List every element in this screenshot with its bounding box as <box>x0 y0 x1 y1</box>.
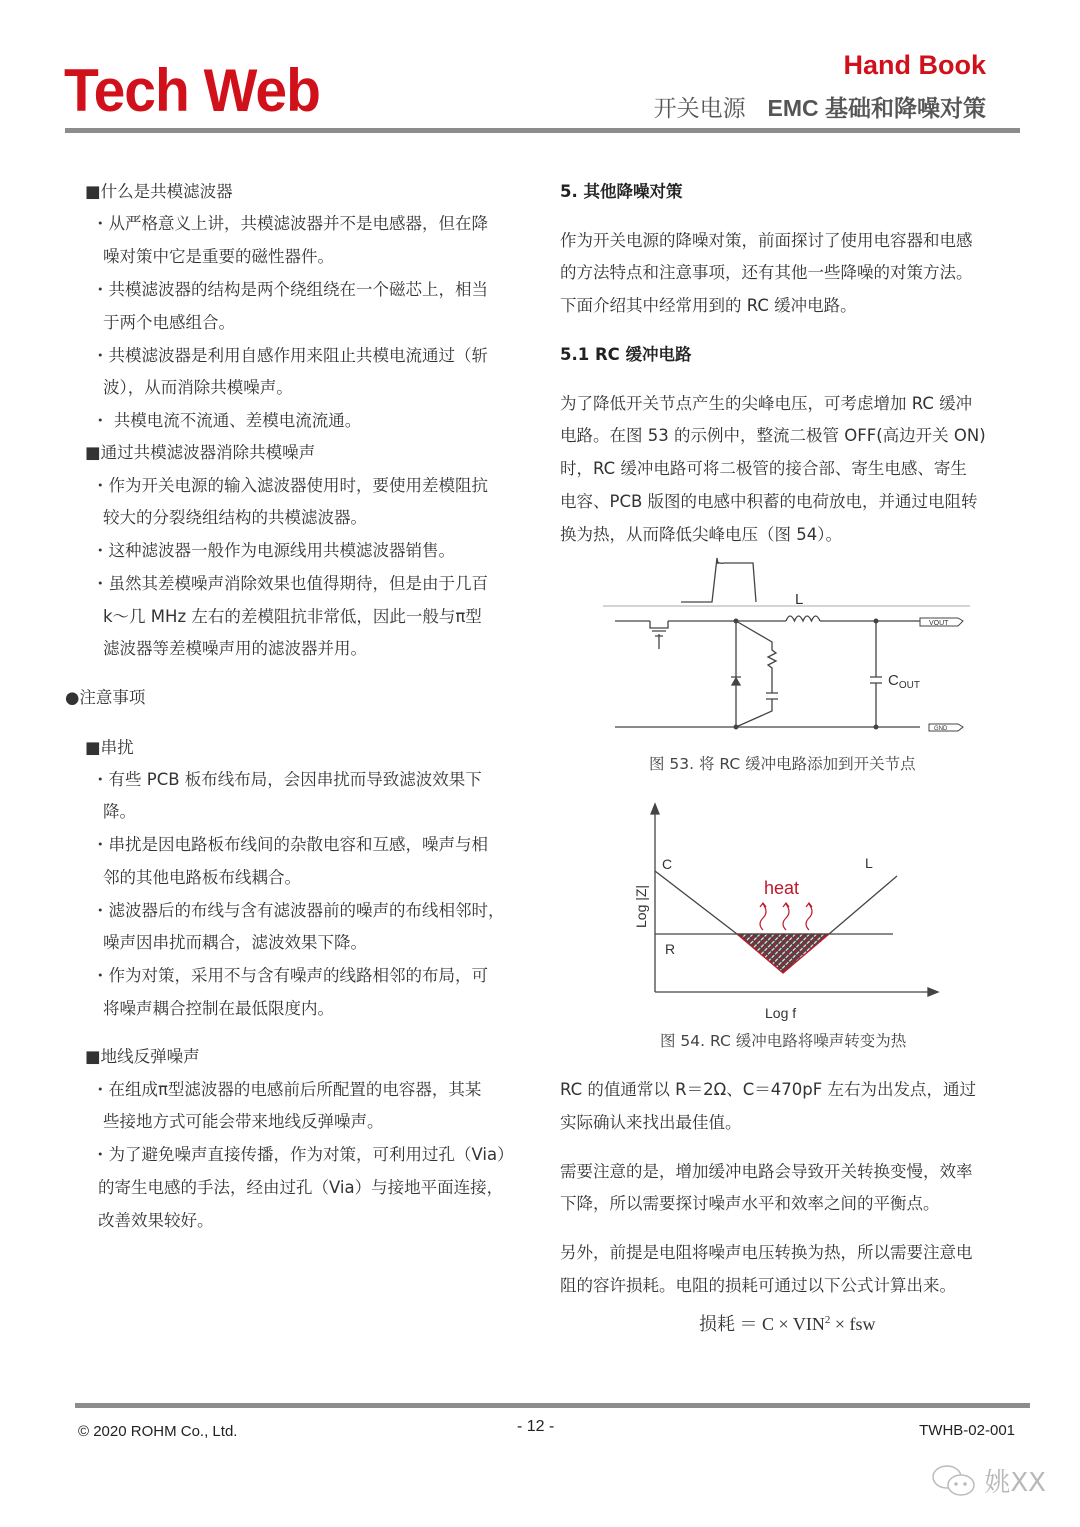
page-number: - 12 - <box>517 1418 555 1435</box>
heat-arrows-icon <box>760 903 812 930</box>
bullet-line: ・串扰是因电路板布线间的杂散电容和互感，噪声与相 <box>92 835 488 854</box>
gnd-label: GND <box>934 726 948 732</box>
subheading: ■什么是共模滤波器 <box>85 182 233 201</box>
text-line: 些接地方式可能会带来地线反弹噪声。 <box>103 1112 384 1131</box>
bullet-line: ・这种滤波器一般作为电源线用共模滤波器销售。 <box>92 541 455 560</box>
text-line: 于两个电感组合。 <box>103 313 235 332</box>
text-line: 下降，所以需要探讨噪声水平和效率之间的平衡点。 <box>560 1194 940 1213</box>
text-line: 实际确认来找出最佳值。 <box>560 1113 742 1132</box>
subheading: ■通过共模滤波器消除共模噪声 <box>85 443 316 462</box>
bullet-line: ・有些 PCB 板布线布局，会因串扰而导致滤波效果下 <box>92 770 482 789</box>
heat-area <box>737 934 829 973</box>
footer-rule <box>75 1403 1030 1408</box>
text-line: 换为热，从而降低尖峰电压（图 54）。 <box>560 525 842 544</box>
header-rule <box>65 128 1020 133</box>
figure-53-caption: 图 53. 将 RC 缓冲电路添加到开关节点 <box>649 755 916 773</box>
diode-symbol <box>731 677 741 685</box>
text-line: 将噪声耦合控制在最低限度内。 <box>103 999 334 1018</box>
x-axis-label: Log f <box>765 1005 797 1021</box>
watermark <box>930 1462 1046 1499</box>
capacitor-impedance-line <box>655 871 737 934</box>
text-line: 改善效果较好。 <box>98 1211 214 1230</box>
watermark-text: 姚XX <box>984 1468 1046 1498</box>
output-capacitor <box>870 621 882 727</box>
text-line: 另外，前提是电阻将噪声电压转换为热，所以需要注意电 <box>560 1243 973 1262</box>
text-line: k～几 MHz 左右的差模阻抗非常低，因此一般与π型 <box>103 607 482 626</box>
l-label: L <box>865 855 873 871</box>
text-line: 滤波器等差模噪声用的滤波器并用。 <box>103 639 367 658</box>
figure-54-caption: 图 54. RC 缓冲电路将噪声转变为热 <box>660 1032 907 1050</box>
subtitle-topic: 开关电源 <box>653 96 746 122</box>
subheading: ■串扰 <box>85 738 134 757</box>
bullet-line: ・ 共模电流不流通、差模电流流通。 <box>92 411 362 430</box>
text-line: 较大的分裂绕组结构的共模滤波器。 <box>103 508 367 527</box>
snubber-capacitor <box>736 693 778 727</box>
subheading: ■地线反弹噪声 <box>85 1047 200 1066</box>
vout-label: VOUT <box>929 620 949 627</box>
impedance-heat-graph <box>620 800 950 1030</box>
text-line: 电容、PCB 版图的电感中积蓄的电荷放电，并通过电阻转 <box>560 492 978 511</box>
inductor-label: L <box>795 591 804 608</box>
handbook-title: Hand Book <box>843 50 986 80</box>
text-line: 邻的其他电路板布线耦合。 <box>103 868 301 887</box>
text-line: 波），从而消除共模噪声。 <box>103 378 293 397</box>
document-subtitle <box>654 90 986 123</box>
bullet-line: ・从严格意义上讲，共模滤波器并不是电感器，但在降 <box>92 214 488 233</box>
text-line: 的方法特点和注意事项，还有其他一些降噪的对策方法。 <box>560 263 973 282</box>
document-code: TWHB-02-001 <box>919 1422 1015 1439</box>
bullet-line: ・共模滤波器是利用自感作用来阻止共模电流通过（斩 <box>92 346 488 365</box>
bullet-line: ・在组成π型滤波器的电感前后所配置的电容器，其某 <box>92 1080 482 1099</box>
cout-label: $C_{OUT}$ <box>888 672 920 691</box>
wechat-icon <box>930 1464 978 1498</box>
inductor-impedance-line <box>829 876 897 934</box>
inductor-symbol <box>786 616 820 621</box>
y-axis-label: Log |Z| <box>633 884 649 928</box>
loss-formula: 损耗 ＝ $C \times VIN^2$ × fsw <box>699 1314 876 1334</box>
bullet-line: ・滤波器后的布线与含有滤波器前的噪声的布线相邻时， <box>92 901 505 920</box>
switch-node-waveform <box>681 558 756 602</box>
subtitle-emc: EMC 基础和降噪对策 <box>767 95 986 121</box>
r-label: R <box>665 941 676 957</box>
text-line: 电路。在图 53 的示例中，整流二极管 OFF(高边开关 ON) <box>560 426 986 445</box>
techweb-logo: Tech Web <box>64 57 320 125</box>
text-line: RC 的值通常以 R＝2Ω、C＝470pF 左右为出发点，通过 <box>560 1080 976 1099</box>
section-5-1-heading: 5.1 RC 缓冲电路 <box>560 345 692 364</box>
bullet-line: ・虽然其差模噪声消除效果也值得期待，但是由于几百 <box>92 574 488 593</box>
heat-label: heat <box>764 878 800 898</box>
copyright: © 2020 ROHM Co., Ltd. <box>78 1423 238 1440</box>
section-heading: ●注意事项 <box>65 688 146 707</box>
text-line: 需要注意的是，增加缓冲电路会导致开关转换变慢，效率 <box>560 1162 973 1181</box>
x-axis-arrow <box>928 988 938 996</box>
bullet-line: ・共模滤波器的结构是两个绕组绕在一个磁芯上，相当 <box>92 280 488 299</box>
section-5-heading: 5. 其他降噪对策 <box>560 182 683 201</box>
mosfet-symbol <box>650 621 668 649</box>
text-line: 时，RC 缓冲电路可将二极管的接合部、寄生电感、寄生 <box>560 459 967 478</box>
text-line: 噪声因串扰而耦合，滤波效果下降。 <box>103 933 367 952</box>
rc-snubber-circuit-diagram <box>600 550 980 750</box>
y-axis-arrow <box>651 804 659 814</box>
text-line: 阻的容许损耗。电阻的损耗可通过以下公式计算出来。 <box>560 1276 956 1295</box>
bullet-line: ・作为对策，采用不与含有噪声的线路相邻的布局，可 <box>92 966 488 985</box>
text-line: 噪对策中它是重要的磁性器件。 <box>103 247 334 266</box>
text-line: 的寄生电感的手法，经由过孔（Via）与接地平面连接， <box>98 1178 504 1197</box>
text-line: 降。 <box>103 802 136 821</box>
bullet-line: ・作为开关电源的输入滤波器使用时，要使用差模阻抗 <box>92 476 488 495</box>
c-label: C <box>662 856 673 872</box>
snubber-resistor <box>736 621 776 693</box>
text-line: 作为开关电源的降噪对策，前面探讨了使用电容器和电感 <box>560 231 973 250</box>
text-line: 为了降低开关节点产生的尖峰电压，可考虑增加 RC 缓冲 <box>560 394 973 413</box>
bullet-line: ・为了避免噪声直接传播，作为对策，可利用过孔（Via） <box>92 1145 514 1164</box>
text-line: 下面介绍其中经常用到的 RC 缓冲电路。 <box>560 296 857 315</box>
